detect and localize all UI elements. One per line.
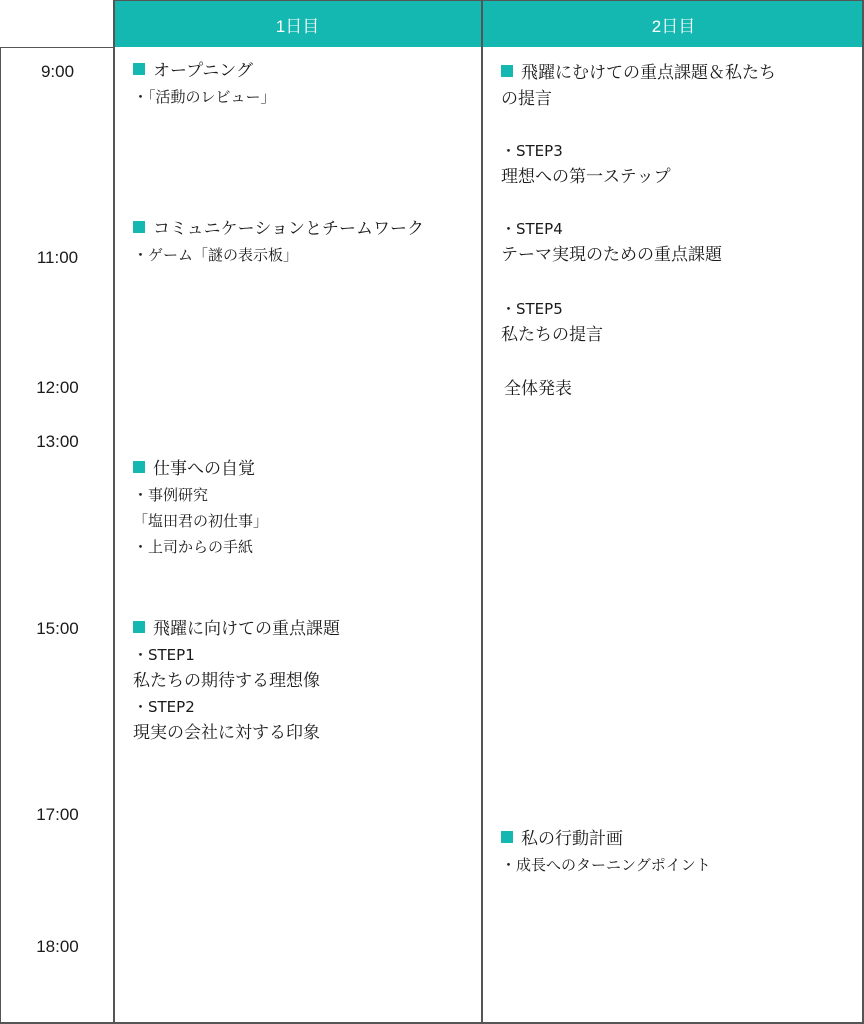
time-label: 15:00: [36, 619, 79, 638]
grid-col-day: [481, 0, 483, 1024]
session-item: 私たちの期待する理想像: [133, 671, 320, 691]
day1-opening: [133, 58, 276, 110]
session-item: ・上司からの手紙: [133, 538, 254, 556]
day2-action: [501, 826, 711, 878]
session-title: 飛躍にむけての重点課題＆私たち: [521, 63, 776, 83]
session-title: オープニング: [153, 61, 253, 81]
square-bullet-icon: [133, 621, 145, 633]
day1-awareness: [133, 456, 268, 560]
session-title: 飛躍に向けての重点課題: [153, 619, 340, 639]
day2-step4: [501, 216, 722, 268]
session-title: コミュニケーションとチームワーク: [153, 219, 424, 239]
step-label: ・STEP5: [501, 300, 563, 318]
grid-top-left: [0, 47, 114, 48]
day2-step5: [501, 296, 603, 348]
square-bullet-icon: [501, 65, 513, 77]
day2-step3: [501, 138, 671, 190]
session-item: ・「活動のレビュー」: [133, 88, 276, 106]
step-label: ・STEP3: [501, 142, 563, 160]
session-title-cont: の提言: [501, 89, 552, 109]
day1-header: [114, 1, 481, 47]
step-text: 私たちの提言: [501, 325, 603, 345]
session-item: ・STEP2: [133, 698, 195, 716]
day1-communication: [133, 216, 424, 268]
session-item: 「塩田君の初仕事」: [133, 512, 269, 530]
step-text: テーマ実現のための重点課題: [501, 245, 722, 265]
step-label: ・STEP4: [501, 220, 563, 238]
session-item: ・STEP1: [133, 646, 195, 664]
square-bullet-icon: [501, 831, 513, 843]
step-text: 理想への第一ステップ: [501, 167, 671, 187]
time-label: 9:00: [40, 62, 75, 81]
day2-header-label: 2日目: [651, 16, 696, 36]
session-item: ・事例研究: [133, 486, 209, 504]
day1-issues: [133, 616, 340, 746]
square-bullet-icon: [133, 461, 145, 473]
session-title: 仕事への自覚: [153, 459, 255, 479]
square-bullet-icon: [133, 221, 145, 233]
presentation-text: 全体発表: [504, 379, 572, 399]
time-label: 17:00: [36, 805, 79, 824]
grid-col-left: [0, 47, 1, 1024]
session-item: ・成長へのターニングポイント: [501, 856, 711, 874]
session-item: ・ゲーム「謎の表示板」: [133, 246, 299, 264]
day2-proposal: [501, 60, 776, 112]
grid-top: [113, 0, 864, 1]
day2-presentation: [504, 376, 572, 402]
day2-header: [483, 1, 864, 47]
square-bullet-icon: [133, 63, 145, 75]
grid-col-time: [113, 0, 115, 1024]
time-label: 11:00: [36, 248, 79, 267]
time-label: 18:00: [36, 937, 79, 956]
session-item: 現実の会社に対する印象: [133, 723, 320, 743]
time-label: 13:00: [36, 432, 79, 451]
session-title: 私の行動計画: [521, 829, 623, 849]
time-label: 12:00: [36, 378, 79, 397]
day1-header-label: 1日目: [275, 16, 320, 36]
